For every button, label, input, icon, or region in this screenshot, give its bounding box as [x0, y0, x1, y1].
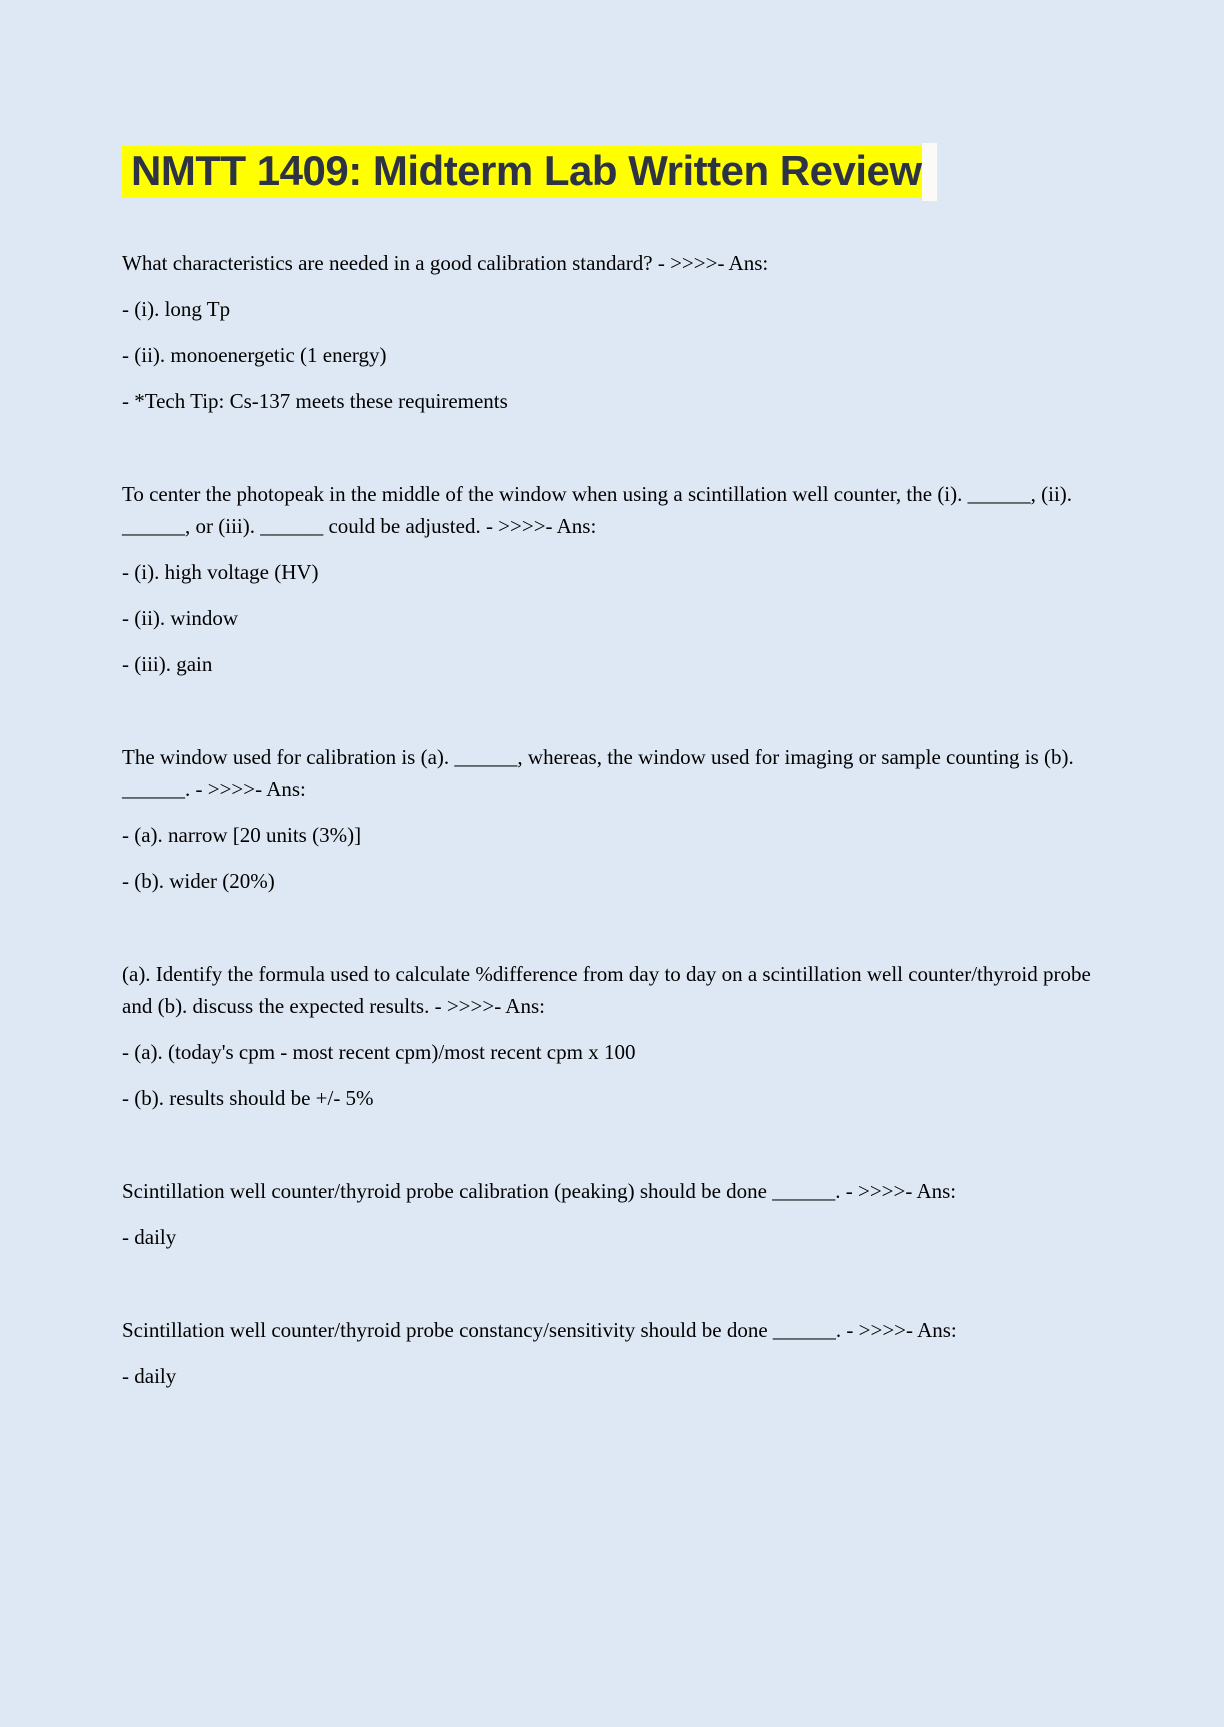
answer-text: - (a). narrow [20 units (3%)]	[122, 823, 362, 847]
answer-text: - (i). long Tp	[122, 297, 231, 321]
answer-text: - (ii). window	[122, 606, 239, 630]
question-text: (a). Identify the formula used to calculate %difference from day to day on a scintillation well counter/thyroid probe and (b). discuss the expected results. - >>>>- Ans:	[122, 962, 1091, 1018]
page-title-highlight: NMTT 1409: Midterm Lab Written Review	[122, 146, 922, 198]
qa-block	[122, 1314, 1099, 1392]
answer-text: - (b). results should be +/- 5%	[122, 1086, 374, 1110]
qa-block	[122, 1175, 1099, 1253]
answer-text: - (b). wider (20%)	[122, 869, 275, 893]
question-text: What characteristics are needed in a good calibration standard? - >>>>- Ans:	[122, 251, 769, 275]
qa-block	[122, 247, 1099, 417]
page-title-trailing-space	[922, 143, 937, 201]
question-text: To center the photopeak in the middle of the window when using a scintillation well counter, the (i). ______, (ii). ______, or (iii). ______ could be adjusted. - >>>>- Ans:	[122, 482, 1073, 538]
document-page	[0, 143, 1224, 1392]
answer-text: - (ii). monoenergetic (1 energy)	[122, 343, 387, 367]
qa-block	[122, 478, 1099, 680]
answer-text: - (a). (today's cpm - most recent cpm)/most recent cpm x 100	[122, 1040, 636, 1064]
question-text: Scintillation well counter/thyroid probe calibration (peaking) should be done ______. - >>>>- Ans:	[122, 1179, 957, 1203]
question-text: Scintillation well counter/thyroid probe constancy/sensitivity should be done ______. - >>>>- Ans:	[122, 1318, 957, 1342]
qa-list	[122, 247, 1099, 1392]
answer-text: - (iii). gain	[122, 652, 213, 676]
answer-text: - daily	[122, 1225, 177, 1249]
page-title	[122, 143, 1099, 201]
answer-text: - daily	[122, 1364, 177, 1388]
qa-block	[122, 958, 1099, 1114]
answer-text: - (i). high voltage (HV)	[122, 560, 319, 584]
question-text: The window used for calibration is (a). ______, whereas, the window used for imaging or sample counting is (b). ______. - >>>>- Ans:	[122, 745, 1074, 801]
answer-text: - *Tech Tip: Cs-137 meets these requirements	[122, 389, 508, 413]
qa-block	[122, 741, 1099, 897]
